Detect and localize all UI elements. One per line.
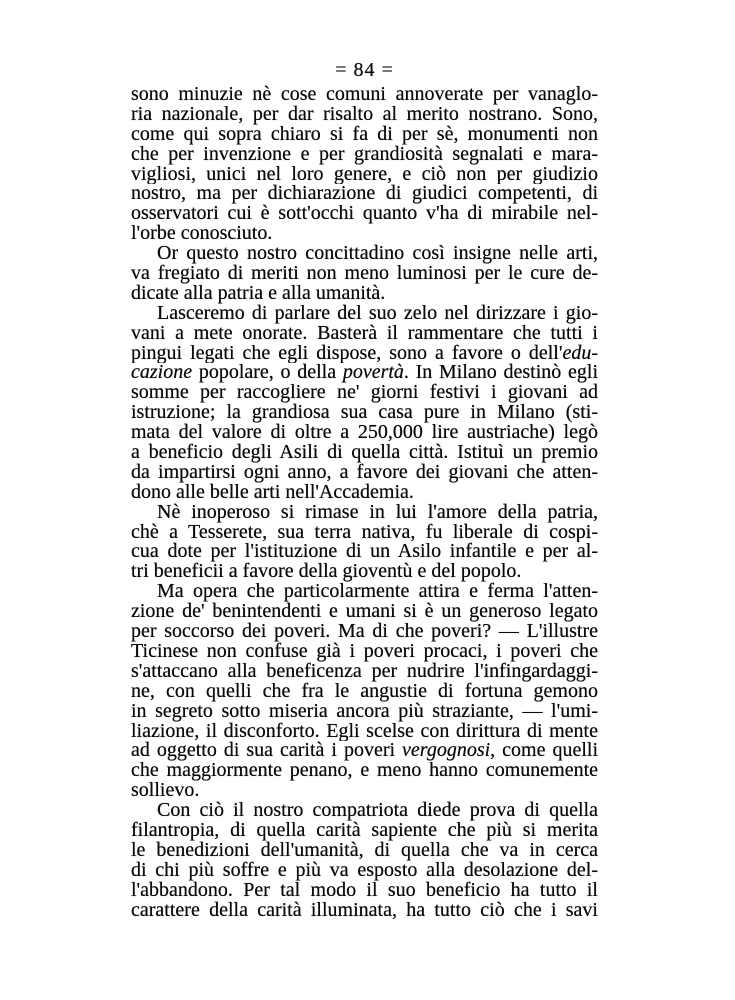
line-text: sono minuzie nè cose comuni annoverate per vanaglo-	[131, 85, 598, 105]
paragraph	[131, 85, 598, 244]
text-line	[131, 901, 598, 921]
page-number: = 84 =	[335, 59, 394, 81]
line-text: somme per raccogliere ne' giorni festivi i giovani ad	[131, 383, 598, 404]
italic-text: povertà	[342, 363, 404, 384]
line-text: vigliosi, unici nel loro genere, e ciò non per giudizio	[131, 164, 598, 185]
text-line	[131, 264, 598, 284]
line-text: . In Milano destinò egli	[403, 363, 598, 384]
line-text: tri beneficii a favore della gioventù e del popolo.	[131, 562, 522, 583]
text-line	[131, 523, 598, 543]
text-line	[131, 861, 598, 881]
text-line	[131, 145, 598, 165]
paragraph	[131, 503, 598, 583]
italic-text: vergognosi	[402, 741, 491, 762]
text-line	[131, 741, 598, 761]
line-text: a beneficio degli Asili di quella città. Istituì un premio	[131, 443, 598, 463]
line-text: per soccorso dei poveri. Ma di che poveri? — L'illustre	[131, 622, 598, 642]
line-text: istruzione; la grandiosa sua casa pure in Milano (sti-	[131, 403, 598, 424]
text-line	[131, 184, 598, 204]
line-text: popolare, o della	[192, 363, 343, 384]
paragraph	[131, 582, 598, 801]
line-text: dono alle belle arti nell'Accademia.	[131, 482, 414, 503]
text-block	[131, 85, 598, 920]
line-text: Or questo nostro concittadino così insigne nelle arti,	[157, 244, 598, 265]
line-text: Ma opera che particolarmente attira e ferma l'atten-	[157, 582, 598, 603]
text-line	[131, 582, 598, 602]
text-line	[131, 463, 598, 483]
text-line	[131, 244, 598, 264]
italic-text: edu-	[562, 343, 598, 364]
text-line	[131, 125, 598, 145]
line-text: Lasceremo di parlare del suo zelo nel dirizzare i gio-	[157, 303, 598, 324]
line-text: ad oggetto di sua carità i poveri	[131, 741, 403, 762]
line-text: di chi più soffre e più va esposto alla desolazione del-	[131, 860, 598, 881]
line-text: in segreto sotto miseria ancora più straziante, — l'umi-	[131, 701, 598, 722]
line-text: liazione, il disconforto. Egli scelse con dirittura di mente	[131, 721, 598, 742]
line-text: cua dote per l'istituzione di un Asilo infantile e per al-	[131, 542, 598, 563]
line-text: ne, con quelli che fra le angustie di fortuna gemono	[131, 681, 598, 702]
text-line	[131, 324, 598, 344]
text-line	[131, 722, 598, 742]
line-text: mata del valore di oltre a 250,000 lire austriache) legò	[131, 423, 598, 444]
text-line	[131, 622, 598, 642]
line-text: osservatori cui è sott'occhi quanto v'ha di mirabile nel-	[131, 204, 598, 225]
line-text: le benedizioni dell'umanità, di quella che va in cerca	[131, 840, 598, 861]
text-line	[131, 443, 598, 463]
text-line	[131, 224, 598, 244]
text-line	[131, 503, 598, 523]
text-line	[131, 662, 598, 682]
paragraph	[131, 304, 598, 503]
text-line	[131, 801, 598, 821]
text-line	[131, 85, 598, 105]
text-line	[131, 284, 598, 304]
line-text: sollievo.	[131, 781, 200, 802]
line-text: va fregiato di meriti non meno luminosi per le cure de-	[131, 264, 598, 284]
line-text: Nè inoperoso si rimase in lui l'amore della patria,	[157, 502, 598, 523]
line-text: pingui legati che egli dispose, sono a favore o dell'	[131, 343, 563, 364]
text-line	[131, 881, 598, 901]
line-text: chè a Tesserete, sua terra nativa, fu liberale di cospi-	[131, 522, 598, 543]
text-line	[131, 423, 598, 443]
text-line	[131, 344, 598, 364]
line-text: dicate alla patria e alla umanità.	[131, 283, 386, 304]
line-text: , come quelli	[490, 741, 598, 762]
text-line	[131, 383, 598, 403]
line-text: da impartirsi ogni anno, a favore dei giovani che atten-	[131, 462, 598, 483]
text-line	[131, 602, 598, 622]
line-text: carattere della carità illuminata, ha tutto ciò che i savi	[131, 900, 598, 921]
text-line	[131, 562, 598, 582]
line-text: Con ciò il nostro compatriota diede prova di quella	[157, 801, 598, 821]
line-text: che maggiormente penano, e meno hanno comunemente	[131, 761, 598, 782]
text-line	[131, 702, 598, 722]
line-text: s'attaccano alla beneficenza per nudrire l'infingardaggi-	[131, 661, 598, 682]
line-text: l'abbandono. Per tal modo il suo beneficio ha tutto il	[131, 880, 598, 901]
line-text: nostro, ma per dichiarazione di giudici competenti, di	[131, 184, 598, 205]
text-line	[131, 642, 598, 662]
text-line	[131, 841, 598, 861]
text-line	[131, 304, 598, 324]
line-text: l'orbe conosciuto.	[131, 224, 273, 245]
text-line	[131, 483, 598, 503]
text-line	[131, 682, 598, 702]
text-line	[131, 761, 598, 781]
text-line	[131, 781, 598, 801]
text-line	[131, 821, 598, 841]
text-line	[131, 105, 598, 125]
paragraph	[131, 801, 598, 920]
italic-text: cazione	[131, 363, 193, 384]
line-text: zione de' benintendenti e umani si è un generoso legato	[131, 602, 598, 623]
text-line	[131, 363, 598, 383]
line-text: ria nazionale, per dar risalto al merito nostrano. Sono,	[131, 104, 598, 125]
line-text: come qui sopra chiaro si fa di per sè, monumenti non	[131, 124, 598, 145]
line-text: che per invenzione e per grandiosità segnalati e mara-	[131, 144, 598, 165]
line-text: filantropia, di quella carità sapiente che più si merita	[131, 820, 598, 841]
line-text: vani a mete onorate. Basterà il rammentare che tutti i	[131, 323, 598, 344]
text-line	[131, 204, 598, 224]
line-text: Ticinese non confuse già i poveri procaci, i poveri che	[131, 641, 598, 662]
text-line	[131, 165, 598, 185]
paragraph	[131, 244, 598, 304]
text-line	[131, 403, 598, 423]
text-line	[131, 542, 598, 562]
